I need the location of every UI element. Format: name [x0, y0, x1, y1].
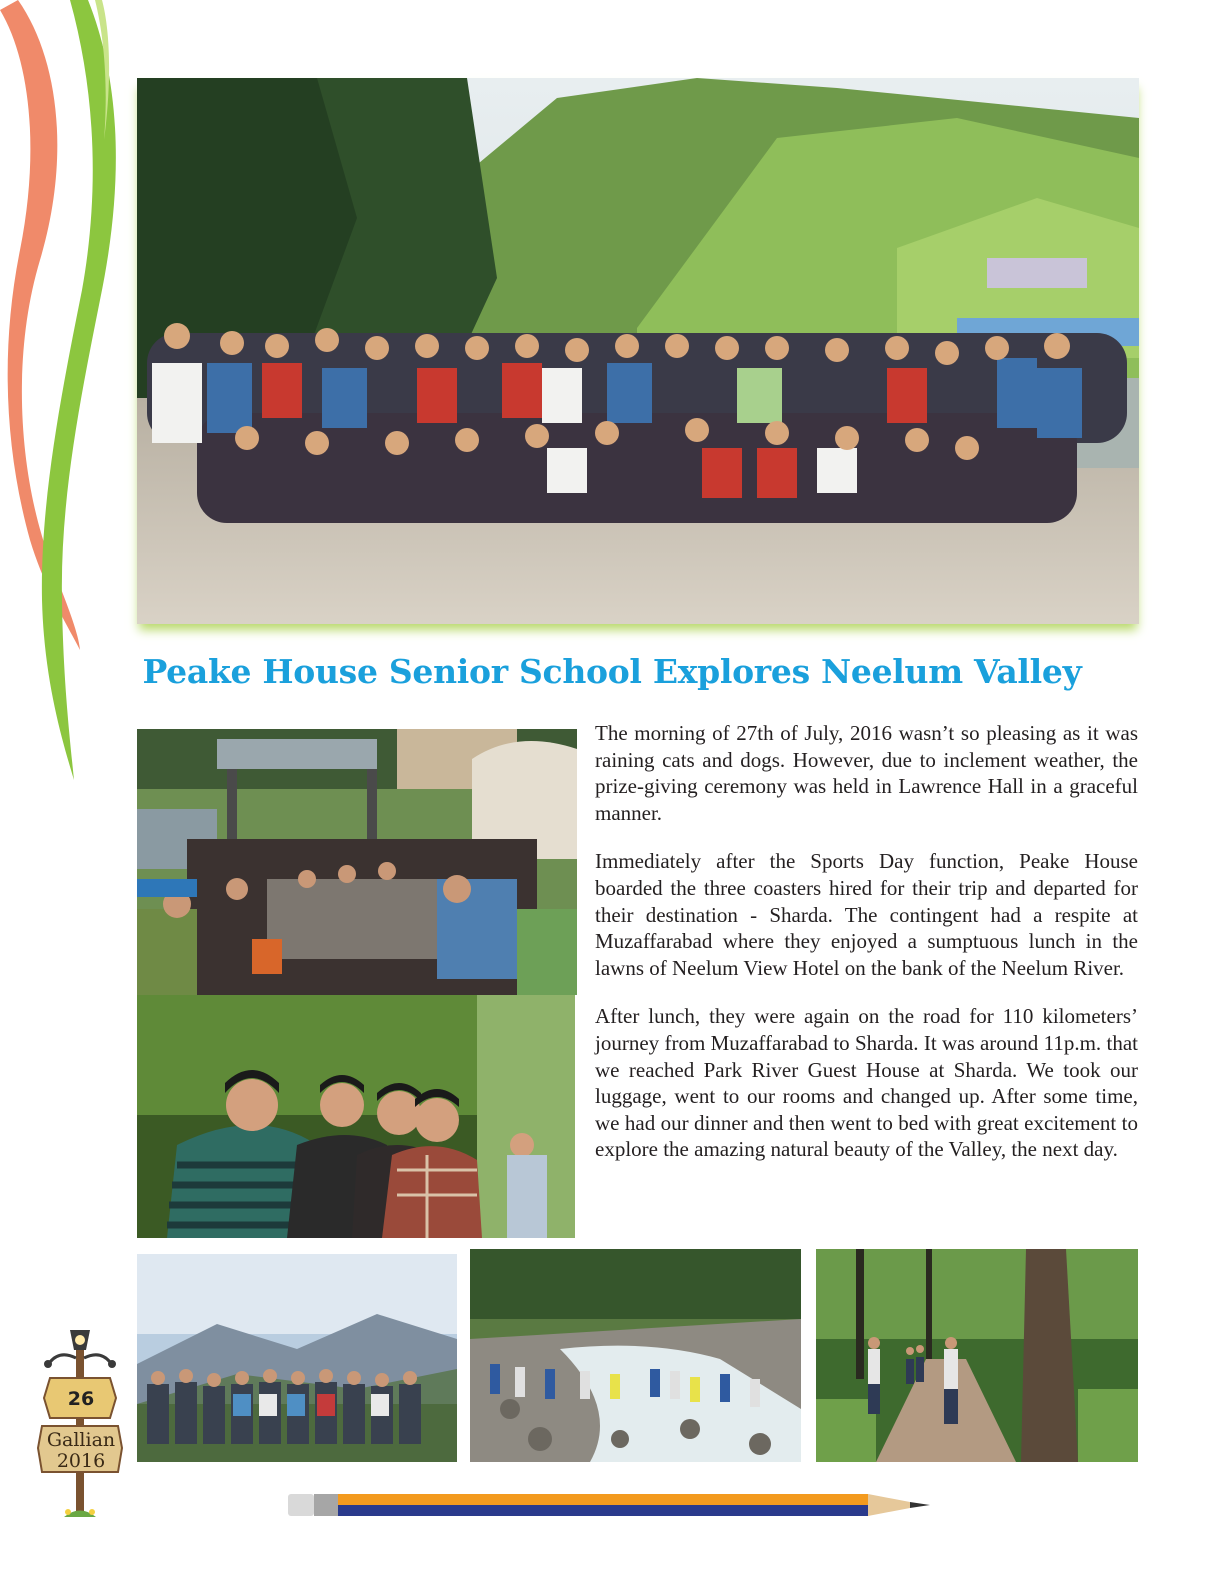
article-paragraph: The morning of 27th of July, 2016 wasn’t so pleasing as it was raining cats and dogs. However, due to inclement weather, the prize-giving ceremony was held in Lawrence Hall in a graceful manner.: [595, 721, 1138, 825]
magazine-label: [40, 1430, 122, 1472]
page-number: 26: [67, 1388, 95, 1410]
article-paragraph: Immediately after the Sports Day function, Peake House boarded the three coasters hired for their trip and departed for their destination - Sharda. The contingent had a respite at Muzaffarabad where they enjoyed a sumptuous lunch in the lawns of Neelum View Hotel on the bank of the Neelum River.: [595, 849, 1138, 980]
photo-lunch-lawns: [137, 729, 577, 995]
magazine-year: 2016: [56, 1450, 106, 1472]
signpost-decoration: [30, 1322, 130, 1527]
photo-forest-trail: [816, 1249, 1138, 1462]
pencil-decoration: [288, 1490, 933, 1520]
photo-river-stream: [470, 1249, 801, 1462]
group-photo-hero: [137, 78, 1139, 624]
article-body: [595, 720, 1138, 1185]
magazine-name: Gallian: [46, 1429, 116, 1451]
article-title: Peake House Senior School Explores Neelum Valley: [142, 652, 1082, 691]
article-paragraph: After lunch, they were again on the road for 110 kilometers’ journey from Muzaffarabad to Sharda. It was around 11p.m. that we reached Park River Guest House at Sharda. We took our luggage, went to our rooms and changed up. After some time, we had our dinner and then went to bed with great excitement to explore the amazing natural beauty of the Valley, the next day.: [595, 1004, 1138, 1162]
photo-group-overlook: [137, 1254, 457, 1462]
photo-four-boys: [137, 995, 575, 1238]
